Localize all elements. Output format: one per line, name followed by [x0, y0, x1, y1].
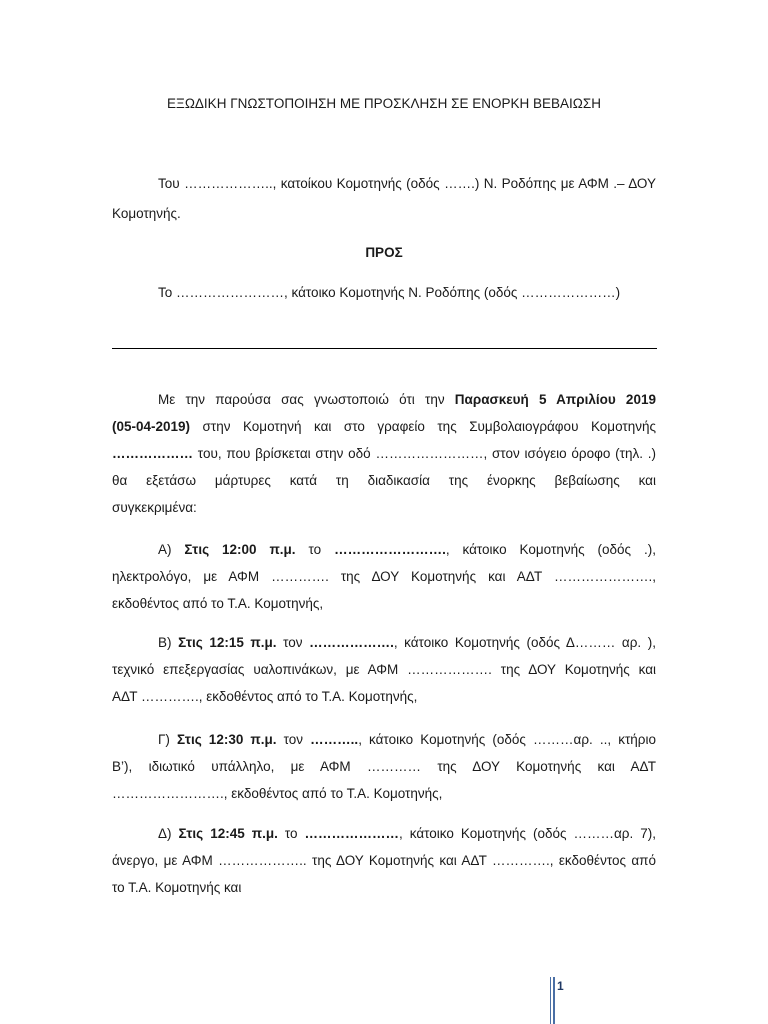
intro-notary-dots: ……………… [112, 446, 193, 461]
intro-date: Παρασκευή 5 Απριλίου 2019 [454, 392, 656, 407]
intro-line-3 [112, 445, 656, 463]
sender-line-1: Του ……………….., κατοίκου Κομοτηνής (οδός …….) Ν. Ροδόπης με ΑΦΜ .– ΔΟΥ [158, 176, 656, 191]
witness-c-address: , κάτοικο Κομοτηνής (οδός ………αρ. .., κτήριο [358, 732, 656, 747]
document-title: ΕΞΩΔΙΚΗ ΓΝΩΣΤΟΠΟΙΗΣΗ ΜΕ ΠΡΟΣΚΛΗΣΗ ΣΕ ΕΝΟΡΚΗ ΒΕΒΑΙΩΣΗ [167, 96, 601, 111]
intro-line-2 [112, 418, 656, 436]
sender-line-2: Κομοτηνής. [112, 206, 181, 221]
page-number-bar [550, 977, 551, 1024]
witness-d-name-dots: ………………… [304, 826, 400, 841]
witness-b-line-1 [112, 634, 656, 652]
page-number-bar-thick [553, 977, 555, 1024]
witness-d-time: Στις 12:45 π.μ. [178, 826, 278, 841]
witness-c-line-2: Β’), ιδιωτικό υπάλληλο, με ΑΦΜ ………… της ΔΟΥ Κομοτηνής και ΑΔΤ [112, 759, 656, 774]
page-number: 1 [557, 979, 564, 993]
intro-line-4: θα εξετάσω μάρτυρες κατά τη διαδικασία της ένορκης βεβαίωσης και [112, 473, 656, 488]
recipient-line: Το ……………………, κάτοικο Κομοτηνής Ν. Ροδόπης (οδός …………………) [158, 285, 621, 300]
witness-c-name-dots: ……….. [310, 732, 359, 747]
pros-heading [112, 244, 656, 262]
witness-a-line-1 [112, 541, 656, 559]
witness-a-line-2: ηλεκτρολόγο, με ΑΦΜ …………. της ΔΟΥ Κομοτηνής και ΑΔΤ …………………., [112, 569, 656, 584]
witness-b-letter: Β) [158, 635, 172, 650]
witness-c-letter: Γ) [158, 732, 170, 747]
witness-a-address: , κάτοικο Κομοτηνής (οδός .), [445, 542, 656, 557]
witness-b-name-dots: ………………. [309, 635, 394, 650]
witness-d-article: το [284, 826, 298, 841]
witness-d-address: , κάτοικο Κομοτηνής (οδός ………αρ. 7), [399, 826, 656, 841]
witness-b-line-2: τεχνικό επεξεργασίας υαλοπινάκων, με ΑΦΜ ………………. της ΔΟΥ Κομοτηνής και [112, 662, 656, 677]
intro-line-1 [112, 391, 656, 409]
witness-d-line-1 [112, 825, 656, 843]
witness-a-article: το [308, 542, 322, 557]
intro-date-numeric: (05-04-2019) [112, 419, 191, 434]
witness-a-line-3: εκδοθέντος από το Τ.Α. Κομοτηνής, [112, 596, 324, 611]
witness-c-time: Στις 12:30 π.μ. [177, 732, 277, 747]
witness-b-address: , κάτοικο Κομοτηνής (οδός Δ……… αρ. ), [393, 635, 656, 650]
intro-line-5: συγκεκριμένα: [112, 500, 197, 515]
witness-a-letter: Α) [158, 542, 172, 557]
witness-a-name-dots: ……………………. [334, 542, 446, 557]
witness-b-article: τον [283, 635, 303, 650]
witness-a-time: Στις 12:00 π.μ. [184, 542, 296, 557]
witness-c-line-1 [112, 731, 656, 749]
intro-text-3: του, που βρίσκεται στην οδό ……………………, στον ισόγειο όροφο (τηλ. .) [197, 446, 656, 461]
pros-text: ΠΡΟΣ [365, 245, 403, 260]
witness-c-line-3: ……………………., εκδοθέντος από το Τ.Α. Κομοτηνής, [112, 786, 443, 801]
intro-text-2: στην Κομοτηνή και στο γραφείο της Συμβολαιογράφου Κομοτηνής [202, 419, 656, 434]
witness-b-line-3: ΑΔΤ …………., εκδοθέντος από το Τ.Α. Κομοτηνής, [112, 689, 418, 704]
intro-text-1: Με την παρούσα σας γνωστοποιώ ότι την [158, 392, 445, 407]
witness-d-line-2: άνεργο, με ΑΦΜ ……………….. της ΔΟΥ Κομοτηνής και ΑΔΤ …………., εκδοθέντος από [112, 853, 656, 868]
witness-b-time: Στις 12:15 π.μ. [178, 635, 277, 650]
witness-d-line-3: το Τ.Α. Κομοτηνής και [112, 880, 242, 895]
witness-d-letter: Δ) [158, 826, 172, 841]
separator-line [112, 348, 657, 349]
witness-c-article: τον [283, 732, 304, 747]
